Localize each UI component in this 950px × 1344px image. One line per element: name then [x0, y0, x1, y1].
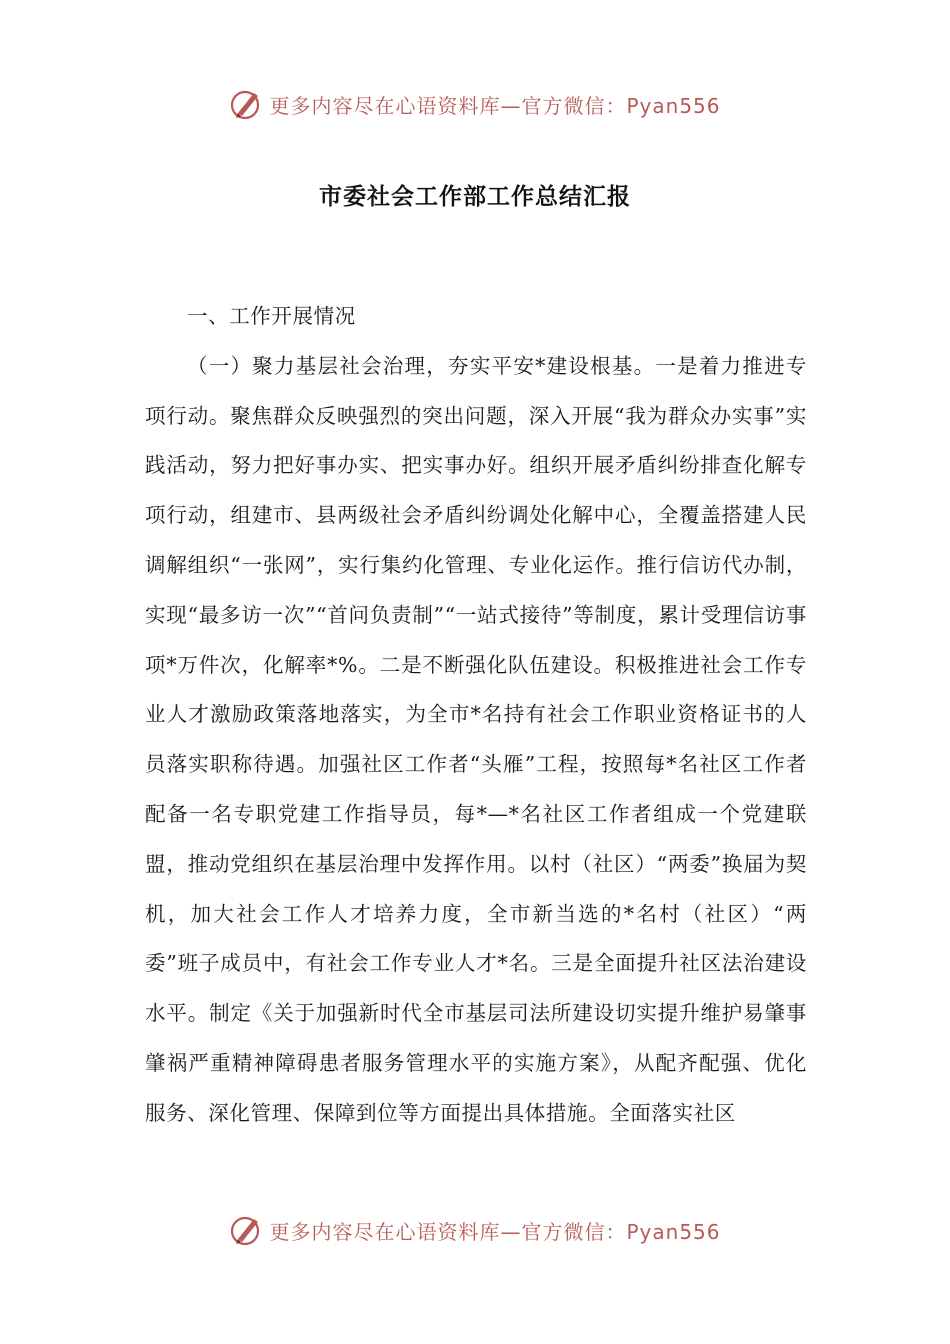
pen-logo-icon: [229, 87, 263, 121]
document-body: [145, 292, 807, 1139]
document-title: 市委社会工作部工作总结汇报: [319, 184, 631, 210]
banner-text: 更多内容尽在心语资料库—官方微信：Pyan556: [269, 93, 721, 118]
body-paragraph: （一）聚力基层社会治理，夯实平安*建设根基。一是着力推进专项行动。聚焦群众反映强烈的突出问题，深入开展“我为群众办实事”实践活动，努力把好事办实、把实事办好。组织开展矛盾纠纷排查化解专项行动，组建市、县两级社会矛盾纠纷调处化解中心，全覆盖搭建人民调解组织“一张网”，实行集约化管理、专业化运作。推行信访代办制，实现“最多访一次”“首问负责制”“一站式接待”等制度，累计受理信访事项*万件次，化解率*%。二是不断强化队伍建设。积极推进社会工作专业人才激励政策落地落实，为全市*名持有社会工作职业资格证书的人员落实职称待遇。加强社区工作者“头雁”工程，按照每*名社区工作者配备一名专职党建工作指导员，每*—*名社区工作者组成一个党建联盟，推动党组织在基层治理中发挥作用。以村（社区）“两委”换届为契机，加大社会工作人才培养力度，全市新当选的*名村（社区）“两委”班子成员中，有社会工作专业人才*名。三是全面提升社区法治建设水平。制定《关于加强新时代全市基层司法所建设切实提升维护易肇事肇祸严重精神障碍患者服务管理水平的实施方案》，从配齐配强、优化服务、深化管理、保障到位等方面提出具体措施。全面落实社区: [145, 353, 807, 1125]
banner-brand: Pyan556: [626, 93, 721, 118]
header-banner: [0, 82, 950, 126]
section-heading: 一、工作开展情况: [187, 304, 356, 328]
banner-brand: Pyan556: [626, 1219, 721, 1244]
footer-banner: [0, 1208, 950, 1252]
pen-logo-icon: [229, 1213, 263, 1247]
banner-text: 更多内容尽在心语资料库—官方微信：Pyan556: [269, 1219, 721, 1244]
